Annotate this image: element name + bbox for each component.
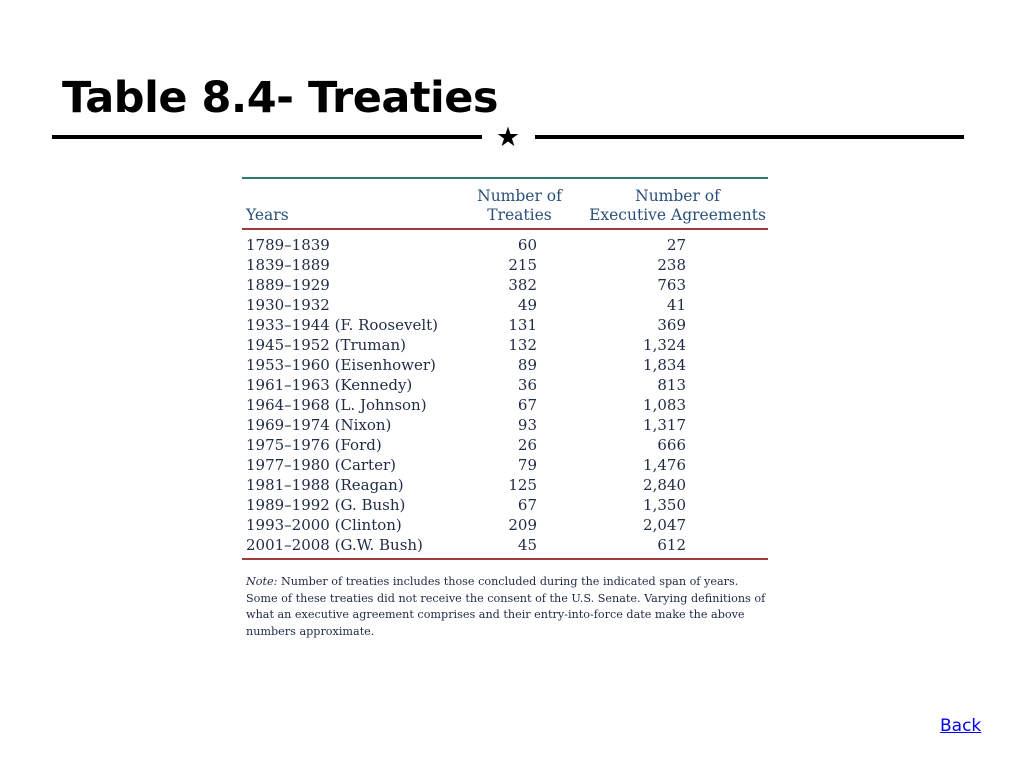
cell-agreements: 666 [657,436,686,454]
cell-years: 1993–2000 (Clinton) [246,516,402,534]
cell-agreements: 1,476 [643,456,686,474]
table-row [242,255,768,275]
table-row [242,475,768,495]
cell-treaties: 67 [517,496,537,514]
table-header-row [242,178,768,229]
cell-treaties: 131 [508,316,537,334]
cell-years: 1839–1889 [246,256,330,274]
table-row [242,315,768,335]
table-row [242,335,768,355]
table-row [242,375,768,395]
star-icon: ★ [495,122,521,153]
cell-agreements: 2,840 [643,476,686,494]
table-row [242,455,768,475]
title-divider-left [52,135,482,139]
table-row [242,275,768,295]
cell-treaties: 67 [517,396,537,414]
cell-treaties: 125 [508,476,537,494]
table-row [242,535,768,559]
cell-years: 2001–2008 (G.W. Bush) [246,536,423,554]
cell-agreements: 369 [657,316,686,334]
table-row [242,229,768,255]
cell-treaties: 209 [508,516,537,534]
cell-agreements: 813 [657,376,686,394]
cell-years: 1953–1960 (Eisenhower) [246,356,436,374]
cell-years: 1975–1976 (Ford) [246,436,382,454]
cell-agreements: 1,324 [643,336,686,354]
cell-years: 1933–1944 (F. Roosevelt) [246,316,439,334]
table-row [242,415,768,435]
treaties-table [242,177,768,560]
cell-treaties: 26 [517,436,537,454]
cell-years: 1989–1992 (G. Bush) [246,496,406,514]
cell-years: 1969–1974 (Nixon) [246,416,392,434]
table-row [242,395,768,415]
cell-years: 1889–1929 [246,276,330,294]
cell-agreements: 27 [666,236,686,254]
table-row [242,515,768,535]
table-row [242,495,768,515]
note-label: Note: [246,575,278,588]
title-divider-right [535,135,964,139]
note-text: Number of treaties includes those concluded during the indicated span of years. Some of these treaties did not receive the consent of the U.S. Senate. Varying definitions of what an executive agreement comprises and their entry-into-force date make the above numbers approximate. [246,575,766,638]
cell-agreements: 238 [657,256,686,274]
header-treaties: Number of Treaties [477,187,562,224]
cell-treaties: 132 [508,336,537,354]
table-row [242,435,768,455]
cell-agreements: 1,317 [643,416,686,434]
cell-treaties: 89 [517,356,537,374]
cell-years: 1981–1988 (Reagan) [246,476,404,494]
cell-treaties: 79 [517,456,537,474]
slide-title: Table 8.4- Treaties [62,73,498,123]
cell-years: 1789–1839 [246,236,330,254]
cell-treaties: 93 [517,416,537,434]
table-row [242,295,768,315]
cell-years: 1964–1968 (L. Johnson) [246,396,427,414]
cell-agreements: 1,834 [643,356,686,374]
cell-agreements: 1,083 [643,396,686,414]
cell-years: 1961–1963 (Kennedy) [246,376,413,394]
cell-agreements: 2,047 [643,516,686,534]
table-row [242,355,768,375]
table-note [246,574,766,640]
cell-agreements: 612 [657,536,686,554]
cell-agreements: 41 [666,296,686,314]
cell-treaties: 382 [508,276,537,294]
treaties-table-figure [242,177,768,640]
cell-agreements: 763 [657,276,686,294]
cell-years: 1977–1980 (Carter) [246,456,396,474]
cell-treaties: 36 [517,376,537,394]
cell-treaties: 60 [517,236,537,254]
cell-treaties: 49 [517,296,537,314]
cell-treaties: 45 [517,536,537,554]
cell-years: 1945–1952 (Truman) [246,336,406,354]
header-executive-agreements: Number of Executive Agreements [589,187,766,224]
cell-agreements: 1,350 [643,496,686,514]
cell-years: 1930–1932 [246,296,330,314]
cell-treaties: 215 [508,256,537,274]
back-link[interactable]: Back [940,716,982,736]
header-years: Years [246,206,289,224]
